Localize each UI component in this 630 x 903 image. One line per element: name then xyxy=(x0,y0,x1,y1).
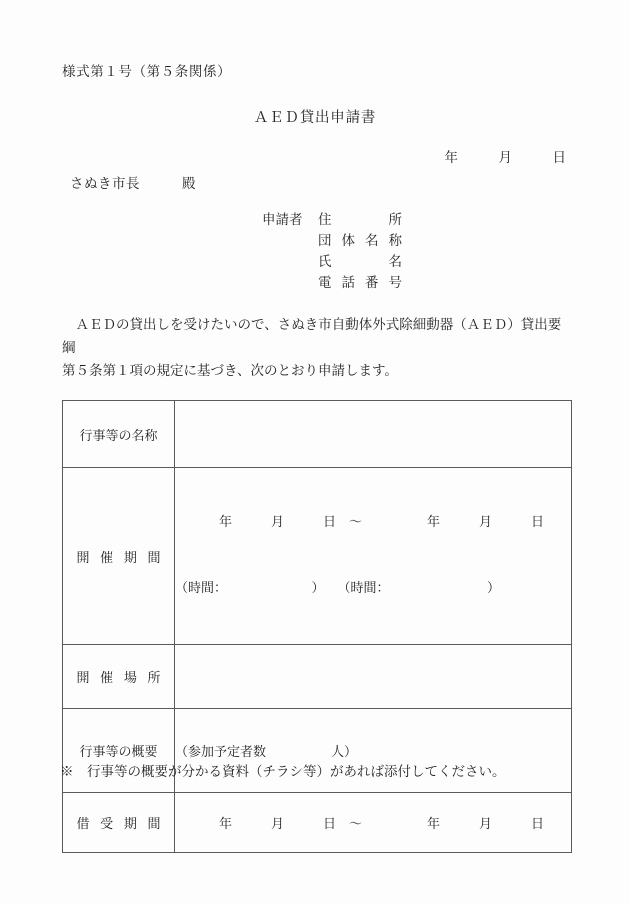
applicant-row-name xyxy=(262,252,402,273)
applicant-field-phone: 電話番号 xyxy=(318,275,402,291)
body-paragraph xyxy=(62,314,572,383)
body-paragraph-line-1: ＡＥＤの貸出しを受けたいので、さぬき市自動体外式除細動器（ＡＥＤ）貸出要綱 xyxy=(62,317,562,356)
applicant-row-phone xyxy=(262,273,402,294)
row-value-event-name[interactable] xyxy=(175,401,572,468)
footnote: ※ 行事等の概要が分かる資料（チラシ等）があれば添付してください。 xyxy=(60,764,506,780)
applicant-block xyxy=(262,210,402,294)
row-label-lending-period xyxy=(63,793,175,853)
row-label-event-name xyxy=(63,401,175,468)
applicant-field-address: 住所 xyxy=(318,212,402,228)
row-value-event-place[interactable] xyxy=(175,645,572,709)
applicant-tag: 申請者 xyxy=(262,212,303,228)
row-label-text: 開催期間 xyxy=(76,550,161,566)
period-dates: 年 月 日 ～ 年 月 日 xyxy=(219,515,545,530)
period-stack xyxy=(175,468,571,644)
row-label-text: 行事等の概要 xyxy=(79,745,158,760)
table-row xyxy=(63,793,572,853)
application-table xyxy=(62,400,572,853)
table-row xyxy=(63,401,572,468)
row-label-text: 借受期間 xyxy=(76,817,161,832)
lending-dates: 年 月 日 ～ 年 月 日 xyxy=(219,817,545,832)
table-row xyxy=(63,468,572,645)
row-label-event-period xyxy=(63,468,175,645)
body-paragraph-line-2: 第５条第１項の規定に基づき、次のとおり申請します。 xyxy=(62,363,398,379)
applicant-field-organization: 団体名称 xyxy=(318,233,402,249)
applicant-row-address xyxy=(262,210,402,231)
applicant-field-name: 氏名 xyxy=(318,254,402,270)
row-value-lending-period[interactable] xyxy=(175,793,572,853)
applicant-row-organization xyxy=(262,231,402,252)
addressee: さぬき市長 殿 xyxy=(70,176,196,192)
table-row xyxy=(63,645,572,709)
period-times: （時間： ） （時間： ） xyxy=(175,581,501,596)
participants-note: （参加予定者数 人） xyxy=(175,745,358,760)
date-line: 年 月 日 xyxy=(444,150,566,166)
page-title: ＡＥＤ貸出申請書 xyxy=(253,110,377,126)
row-value-event-period[interactable] xyxy=(175,468,572,645)
row-label-text: 行事等の名称 xyxy=(79,428,158,444)
row-label-text: 開催場所 xyxy=(76,671,161,686)
form-number: 様式第１号（第５条関係） xyxy=(62,64,232,80)
row-label-event-place xyxy=(63,645,175,709)
